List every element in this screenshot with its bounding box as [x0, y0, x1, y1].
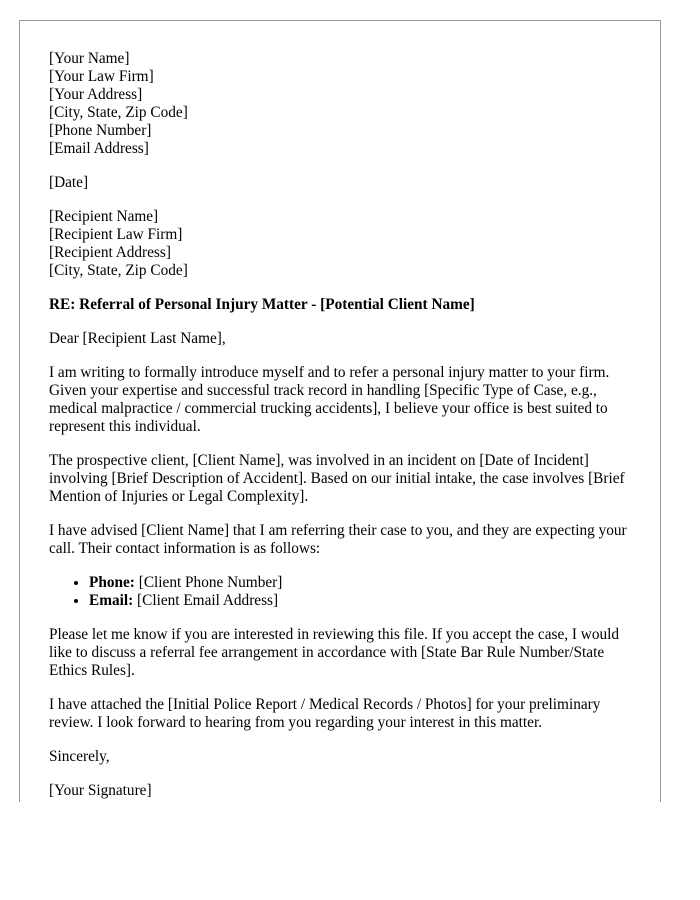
contact-list	[49, 574, 639, 610]
sender-firm: [Your Law Firm]	[49, 68, 154, 85]
recipient-name: [Recipient Name]	[49, 208, 159, 225]
letter-content	[49, 50, 639, 800]
letter-date: [Date]	[49, 174, 89, 191]
sender-email: [Email Address]	[49, 140, 149, 157]
sender-city: [City, State, Zip Code]	[49, 104, 188, 121]
signature: [Your Signature]	[49, 782, 152, 799]
salutation: Dear [Recipient Last Name],	[49, 330, 226, 347]
sender-address: [Your Address]	[49, 86, 143, 103]
letter-page	[19, 20, 661, 802]
subject-line: RE: Referral of Personal Injury Matter - [Potential Client Name]	[49, 296, 475, 313]
closing: Sincerely,	[49, 748, 110, 765]
date-line	[49, 174, 639, 192]
contact-email-label: Email:	[89, 592, 134, 609]
contact-phone-label: Phone:	[89, 574, 135, 591]
paragraph-attached: I have attached the [Initial Police Report / Medical Records / Photos] for your preliminary review. I look forward to hearing from you regarding your interest in this matter.	[49, 696, 601, 731]
recipient-city: [City, State, Zip Code]	[49, 262, 188, 279]
sender-name: [Your Name]	[49, 50, 130, 67]
paragraph-intro: I am writing to formally introduce myself and to refer a personal injury matter to your firm. Given your expertise and successful track record in handling [Specific Type of Case, e.g., medical malpractice / commercial trucking accidents], I believe your office is best suited to represent this individual.	[49, 364, 610, 435]
recipient-firm: [Recipient Law Firm]	[49, 226, 183, 243]
sender-block	[49, 50, 639, 158]
paragraph-advised: I have advised [Client Name] that I am referring their case to you, and they are expecting your call. Their contact information is as follows:	[49, 522, 627, 557]
recipient-block	[49, 208, 639, 280]
contact-phone-value: [Client Phone Number]	[134, 574, 283, 591]
contact-email-item	[89, 592, 639, 610]
paragraph-fee: Please let me know if you are interested in reviewing this file. If you accept the case, I would like to discuss a referral fee arrangement in accordance with [State Bar Rule Number/State Ethics Rules].	[49, 626, 620, 679]
contact-phone-item	[89, 574, 639, 592]
sender-phone: [Phone Number]	[49, 122, 152, 139]
paragraph-client: The prospective client, [Client Name], was involved in an incident on [Date of Incident] involving [Brief Description of Accident]. Based on our initial intake, the case involves [Brief Mention of Injuries or Legal Complexity].	[49, 452, 625, 505]
contact-email-value: [Client Email Address]	[133, 592, 279, 609]
recipient-address: [Recipient Address]	[49, 244, 171, 261]
